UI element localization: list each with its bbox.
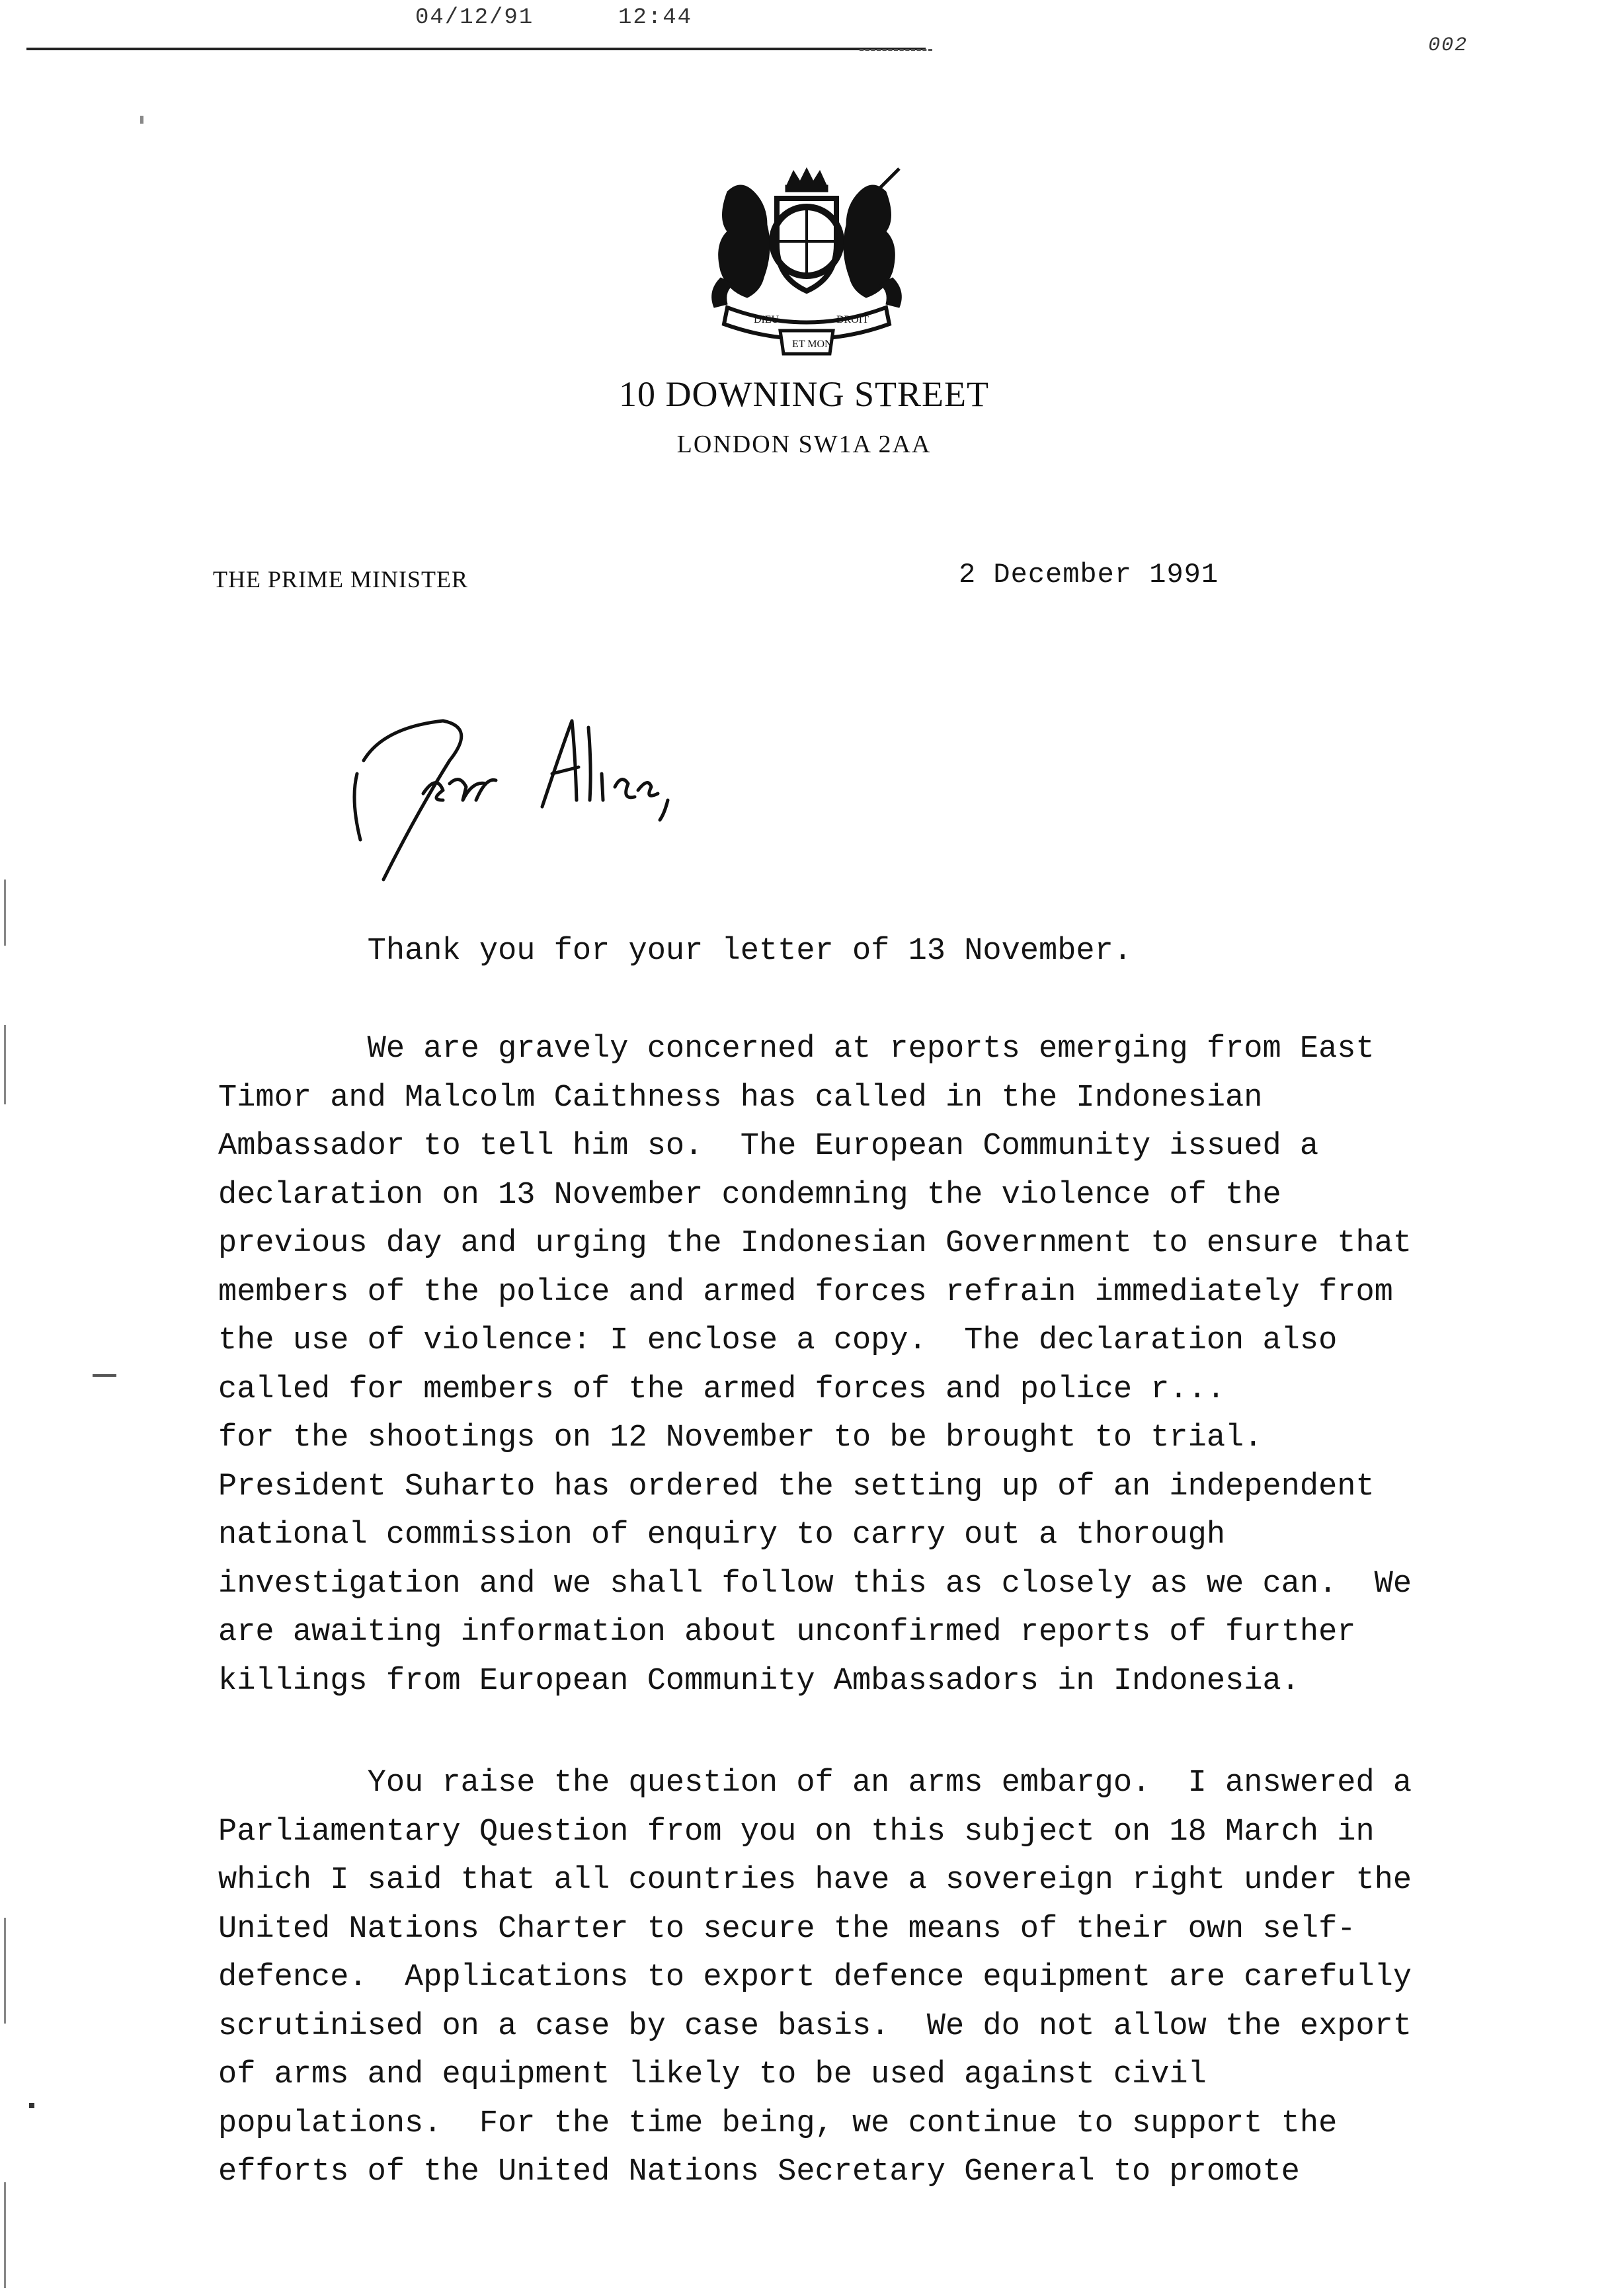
fax-date: 04/12/91 <box>415 5 534 30</box>
body-paragraph-1: Thank you for your letter of 13 November. <box>218 934 1133 969</box>
svg-text:DROIT: DROIT <box>836 314 869 325</box>
svg-text:DIEU: DIEU <box>754 314 780 325</box>
fax-header-rule <box>26 48 926 50</box>
fax-time: 12:44 <box>618 5 693 30</box>
svg-text:ET MON: ET MON <box>792 339 832 350</box>
letter-date: 2 December 1991 <box>959 559 1219 591</box>
body-paragraph-3: You raise the question of an arms embargo. I answered a Parliamentary Question from you on this subject on 18 March in which I said that all countries have a sovereign right under the United Nations Charter to secure the means of their own self- defence. Applications to export defence equipment are carefully scrutinised on a case by case basis. We do not allow the export of arms and equipment likely to be used against civil populations. For the time being, we continue to support the efforts of the United Nations Secretary General to promote <box>218 1766 1412 2190</box>
sender-title: THE PRIME MINISTER <box>213 566 468 593</box>
fax-page-number: 002 <box>1428 34 1468 57</box>
address-line-city: LONDON SW1A 2AA <box>676 430 932 458</box>
fax-header-dash <box>860 49 932 51</box>
body-paragraph-2: We are gravely concerned at reports emerging from East Timor and Malcolm Caithness has called in the Indonesian Ambassador to tell him so. The European Community issued a declaration on 13 November condemning the violence of the previous day and urging the Indonesian Government to ensure that members of the police and armed forces refrain immediately from the use of violence: I enclose a copy. The declaration also called for members of the armed forces and police r... for the shootings on 12 November to be brought to trial. President Suharto has ordered the setting up of an independent national commission of enquiry to carry out a thorough investigation and we shall follow this as closely as we can. We are awaiting information about unconfirmed reports of further killings from European Community Ambassadors in Indonesia. <box>218 1032 1412 1699</box>
royal-coat-of-arms-icon <box>701 165 912 364</box>
address-line-street: 10 DOWNING STREET <box>619 374 989 414</box>
handwritten-salutation <box>344 701 714 899</box>
